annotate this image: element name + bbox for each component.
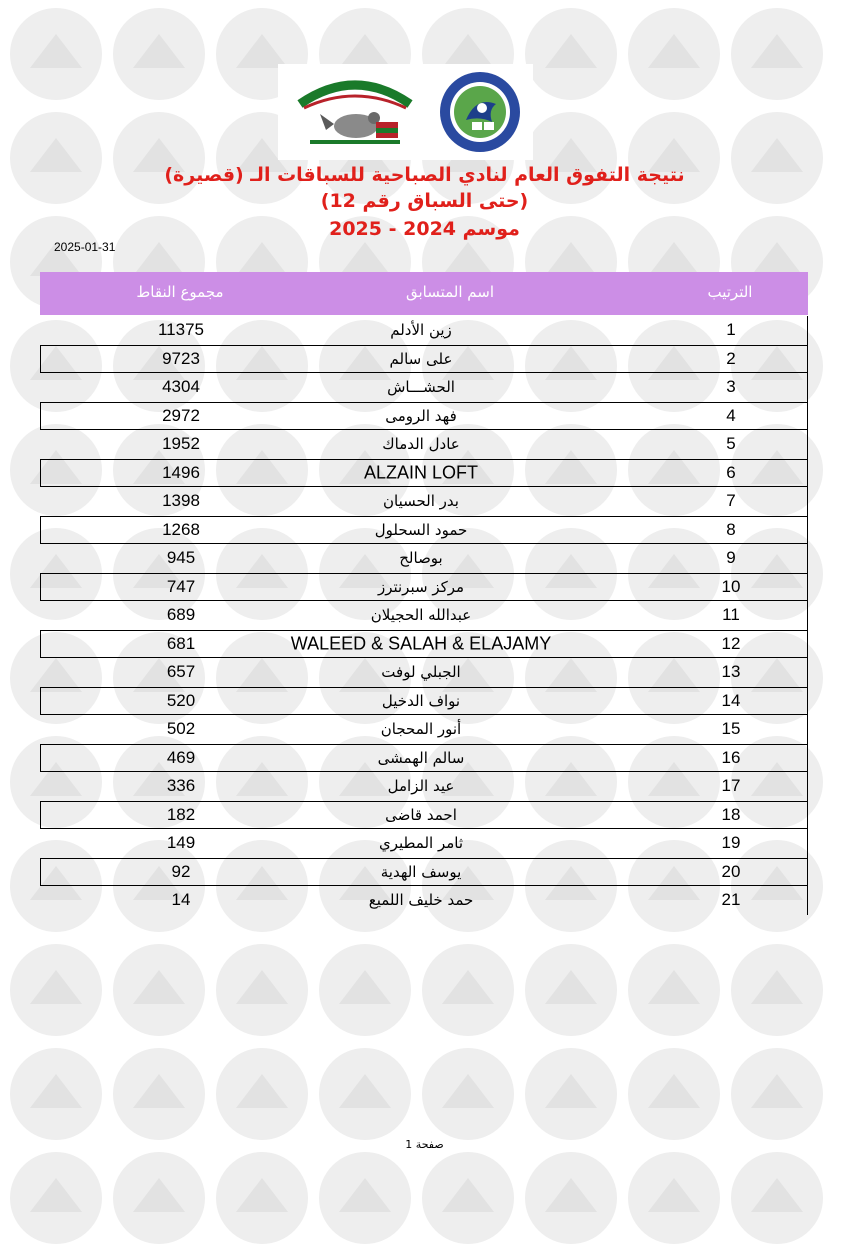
competitor-name-cell: عبدالله الحجيلان — [370, 606, 472, 625]
rank-cell: 4 — [726, 405, 736, 425]
rank-cell: 10 — [721, 576, 741, 596]
rank-cell: 15 — [721, 719, 741, 739]
competitor-name-cell: ثامر المطيري — [378, 834, 464, 853]
points-cell: 336 — [166, 776, 196, 796]
table-row — [40, 829, 808, 858]
rank-cell: 11 — [722, 605, 740, 625]
table-row — [40, 516, 808, 545]
table-row — [40, 658, 808, 687]
table-row — [40, 886, 808, 915]
rank-cell: 8 — [726, 519, 736, 539]
table-row — [40, 373, 808, 402]
rank-cell: 19 — [721, 833, 741, 853]
points-cell: 92 — [171, 861, 191, 881]
rank-cell: 2 — [726, 348, 736, 368]
table-header — [40, 272, 808, 315]
points-cell: 681 — [166, 633, 196, 653]
competitor-name-cell: الحشـــاش — [387, 378, 455, 397]
report-date: 2025-01-31 — [54, 240, 116, 254]
federation-logo — [438, 70, 522, 154]
competitor-name-cell: بدر الحسيان — [383, 492, 459, 511]
rank-cell: 12 — [721, 633, 741, 653]
logos-banner — [278, 64, 533, 160]
points-cell: 1398 — [162, 491, 200, 511]
points-cell: 657 — [166, 662, 196, 682]
table-row — [40, 402, 808, 431]
points-cell: 14 — [171, 890, 191, 910]
table-row — [40, 345, 808, 374]
table-row — [40, 573, 808, 602]
points-cell: 9723 — [162, 348, 200, 368]
points-cell: 1268 — [162, 519, 200, 539]
rank-cell: 5 — [726, 434, 736, 454]
competitor-name-cell: حمود السحلول — [374, 520, 468, 539]
competitor-name-cell: زين الأدلم — [390, 321, 452, 340]
page-number: صفحة 1 — [405, 1138, 444, 1151]
points-cell: 182 — [166, 804, 196, 824]
rank-cell: 6 — [726, 462, 736, 482]
points-cell: 11375 — [157, 320, 204, 340]
header-rank: الترتيب — [707, 283, 753, 301]
competitor-name-cell: نواف الدخيل — [381, 691, 461, 710]
table-row — [40, 316, 808, 345]
competitor-name-cell: مركز سبرنترز — [377, 577, 465, 596]
competitor-name-cell: WALEED & SALAH & ELAJAMY — [290, 633, 552, 654]
rank-cell: 20 — [721, 861, 741, 881]
table-row — [40, 715, 808, 744]
competitor-name-cell: أنور المحجان — [380, 720, 462, 739]
table-row — [40, 858, 808, 887]
competitor-name-cell: يوسف الهدية — [380, 862, 462, 881]
points-cell: 520 — [166, 690, 196, 710]
competitor-name-cell: عادل الدماك — [382, 435, 460, 454]
race-number-subtitle: (حتى السباق رقم 12) — [320, 190, 529, 212]
rank-cell: 9 — [726, 548, 736, 568]
points-cell: 1952 — [162, 434, 200, 454]
points-cell: 2972 — [162, 405, 200, 425]
competitor-name-cell: احمد قاضى — [385, 805, 457, 824]
rank-cell: 16 — [721, 747, 741, 767]
points-cell: 945 — [166, 548, 196, 568]
table-row — [40, 601, 808, 630]
points-cell: 502 — [166, 719, 196, 739]
table-row — [40, 487, 808, 516]
header-name: اسم المتسابق — [405, 283, 495, 301]
points-cell: 689 — [166, 605, 196, 625]
rank-cell: 17 — [721, 776, 741, 796]
points-cell: 4304 — [162, 377, 200, 397]
club-logo — [290, 74, 420, 150]
rank-cell: 18 — [721, 804, 741, 824]
table-row — [40, 430, 808, 459]
rank-cell: 14 — [721, 690, 741, 710]
points-cell: 1496 — [162, 462, 200, 482]
rank-cell: 3 — [726, 377, 736, 397]
table-row — [40, 801, 808, 830]
points-cell: 149 — [166, 833, 196, 853]
results-table — [40, 316, 808, 915]
table-row — [40, 687, 808, 716]
table-row — [40, 630, 808, 659]
competitor-name-cell: بوصالح — [399, 549, 443, 568]
competitor-name-cell: ALZAIN LOFT — [363, 462, 479, 483]
competitor-name-cell: الجبلي لوفت — [381, 663, 461, 682]
rank-cell: 13 — [721, 662, 741, 682]
points-cell: 747 — [166, 576, 196, 596]
competitor-name-cell: سالم الهمشى — [377, 748, 465, 767]
rank-cell: 7 — [726, 491, 736, 511]
season-subtitle: موسم 2024 - 2025 — [329, 218, 520, 240]
table-row — [40, 544, 808, 573]
competitor-name-cell: حمد خليف اللميع — [368, 891, 474, 910]
rank-cell: 1 — [726, 320, 736, 340]
report-title: نتيجة التفوق العام لنادي الصباحية للسباقات الـ (قصيرة) — [164, 164, 685, 186]
competitor-name-cell: عيد الزامل — [387, 777, 455, 796]
competitor-name-cell: فهد الرومى — [385, 406, 457, 425]
table-row — [40, 459, 808, 488]
header-points: مجموع النقاط — [136, 283, 224, 301]
table-row — [40, 744, 808, 773]
rank-cell: 21 — [721, 890, 741, 910]
competitor-name-cell: على سالم — [389, 349, 453, 368]
points-cell: 469 — [166, 747, 196, 767]
table-row — [40, 772, 808, 801]
